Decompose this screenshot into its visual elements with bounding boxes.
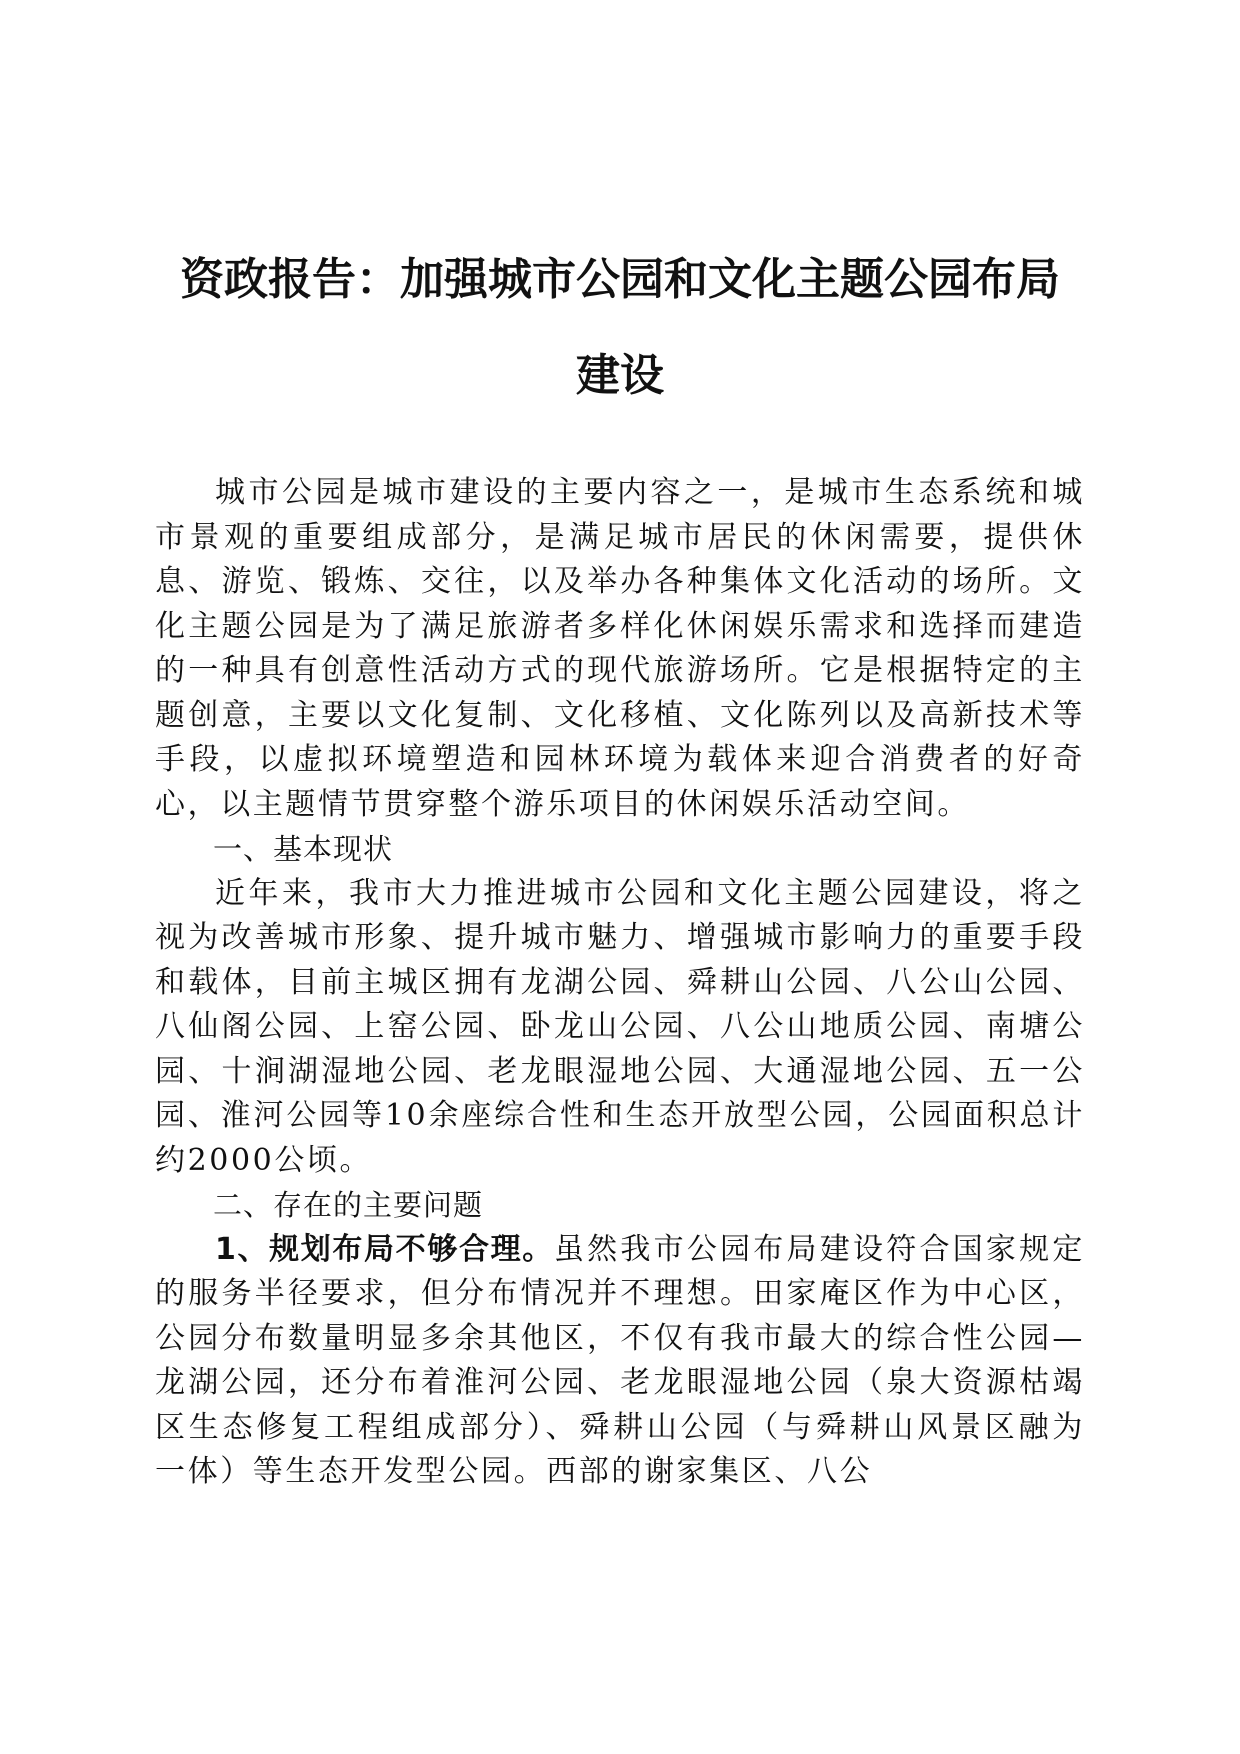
basic-status-paragraph: 近年来，我市大力推进城市公园和文化主题公园建设，将之视为改善城市形象、提升城市魅力、增强城市影响力的重要手段和载体，目前主城区拥有龙湖公园、舜耕山公园、八公山公园、八仙阁公园、上窑公园、卧龙山公园、八公山地质公园、南塘公园、十涧湖湿地公园、老龙眼湿地公园、大通湿地公园、五一公园、淮河公园等10余座综合性和生态开放型公园，公园面积总计约2000公顷。 bbox=[155, 875, 1085, 1178]
section-heading-basic-status: 一、基本现状 bbox=[213, 832, 394, 866]
problem-1-lead: 1、规划布局不够合理。 bbox=[215, 1231, 554, 1267]
problem-1-text: 虽然我市公园布局建设符合国家规定的服务半径要求，但分布情况并不理想。田家庵区作为中心区，公园分布数量明显多余其他区，不仅有我市最大的综合性公园—龙湖公园，还分布着淮河公园、老龙眼湿地公园（泉大资源枯竭区生态修复工程组成部分）、舜耕山公园（与舜耕山风景区融为一体）等生态开发型公园。西部的谢家集区、八公 bbox=[155, 1231, 1086, 1489]
section-heading-main-problems: 二、存在的主要问题 bbox=[213, 1188, 484, 1222]
title-line-2: 建设 bbox=[576, 350, 664, 401]
intro-paragraph: 城市公园是城市建设的主要内容之一，是城市生态系统和城市景观的重要组成部分，是满足城市居民的休闲需要，提供休息、游览、锻炼、交往，以及举办各种集体文化活动的场所。文化主题公园是为了满足旅游者多样化休闲娱乐需求和选择而建造的一种具有创意性活动方式的现代旅游场所。它是根据特定的主题创意，主要以文化复制、文化移植、文化陈列以及高新技术等手段，以虚拟环境塑造和园林环境为载体来迎合消费者的好奇心，以主题情节贯穿整个游乐项目的休闲娱乐活动空间。 bbox=[155, 475, 1085, 822]
problem-1-paragraph bbox=[155, 1228, 1085, 1495]
title-line-1: 资政报告：加强城市公园和文化主题公园布局 bbox=[180, 254, 1060, 305]
document-body bbox=[155, 471, 1085, 1495]
document-title bbox=[155, 232, 1085, 424]
